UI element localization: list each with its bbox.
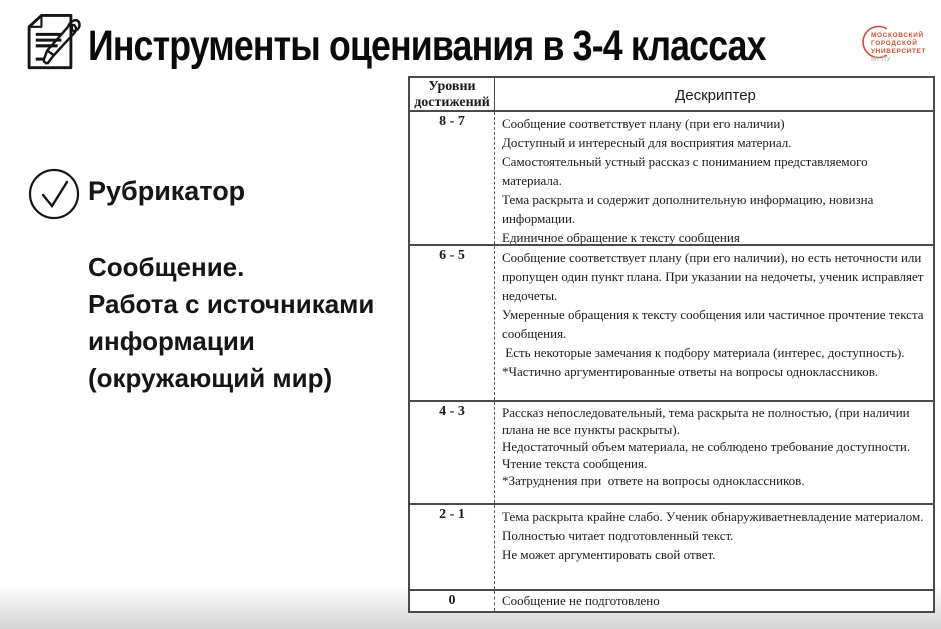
logo-line-4: МГПУ <box>871 56 892 63</box>
descriptor-line: Сообщение соответствует плану (при его наличии) <box>502 116 785 131</box>
descriptor-cell <box>494 402 933 503</box>
table-row <box>410 112 933 246</box>
rubric-heading: Рубрикатор <box>88 176 246 206</box>
subject-line: (окружающий мир) <box>88 363 333 393</box>
subject-line: информации <box>88 326 255 356</box>
descriptor-cell <box>494 505 933 589</box>
table-row <box>410 591 933 611</box>
levels-column-header: Уровни достижений <box>414 79 490 110</box>
descriptor-cell <box>494 246 933 400</box>
descriptor-line: Есть некоторые замечания к подбору материала (интерес, доступность). <box>502 345 905 360</box>
descriptor-line: Рассказ непоследовательный, тема раскрыта не полностью, (при наличии плана не все пункты раскрыты). <box>502 405 913 437</box>
logo-line-2: ГОРОДСКОЙ <box>871 40 918 47</box>
level-value: 6 - 5 <box>439 248 465 263</box>
descriptor-line: Умеренные обращения к тексту сообщения или частичное прочтение текста сообщения. <box>502 307 927 341</box>
descriptor-line: *Частично аргументированные ответы на вопросы одноклассников. <box>502 364 879 379</box>
level-value: 0 <box>448 593 456 608</box>
logo-line-1: МОСКОВСКИЙ <box>871 32 924 39</box>
subject-block <box>88 249 418 397</box>
level-value: 4 - 3 <box>439 404 465 419</box>
level-value: 2 - 1 <box>439 507 465 522</box>
descriptor-line: Сообщение не подготовлено <box>502 593 660 608</box>
university-logo <box>860 14 938 76</box>
descriptor-column-header: Дескриптер <box>494 78 933 110</box>
descriptor-line: *Затруднения при ответе на вопросы одноклассников. <box>502 473 805 488</box>
descriptor-line: Полностью читает подготовленный текст. <box>502 528 734 543</box>
descriptor-line: Недостаточный объем материала, не соблюдено требование доступности. <box>502 439 911 454</box>
descriptor-line: Чтение текста сообщения. <box>502 456 648 471</box>
descriptor-cell <box>494 591 933 611</box>
level-value: 8 - 7 <box>439 114 465 129</box>
descriptor-line: Тема раскрыта крайне слабо. Ученик обнаруживаетневладение материалом. <box>502 509 924 524</box>
page-title: Инструменты оценивания в 3-4 классах <box>88 22 766 70</box>
subject-line: Работа с источниками <box>88 289 375 319</box>
table-header-row <box>410 78 933 112</box>
check-circle-icon <box>26 166 82 222</box>
descriptor-line: Сообщение соответствует плану (при его наличии), но есть неточности или пропущен один пункт плана. При указании на недочеты, ученик исправляет недочеты. <box>502 250 927 303</box>
rubric-table <box>408 76 935 613</box>
descriptor-line: Доступный и интересный для восприятия материал. <box>502 135 792 150</box>
subject-line: Сообщение. <box>88 252 245 282</box>
table-row <box>410 505 933 591</box>
descriptor-line: Единичное обращение к тексту сообщения <box>502 230 740 244</box>
document-pencil-icon <box>12 8 88 76</box>
descriptor-cell <box>494 112 933 244</box>
logo-line-3: УНИВЕРСИТЕТ <box>871 48 927 55</box>
descriptor-line: Самостоятельный устный рассказ с пониманием представляемого материала. <box>502 154 871 188</box>
descriptor-line: Не может аргументировать свой ответ. <box>502 547 716 562</box>
table-row <box>410 246 933 402</box>
descriptor-line: Тема раскрыта и содержит дополнительную информацию, новизна информации. <box>502 192 877 226</box>
table-row <box>410 402 933 505</box>
